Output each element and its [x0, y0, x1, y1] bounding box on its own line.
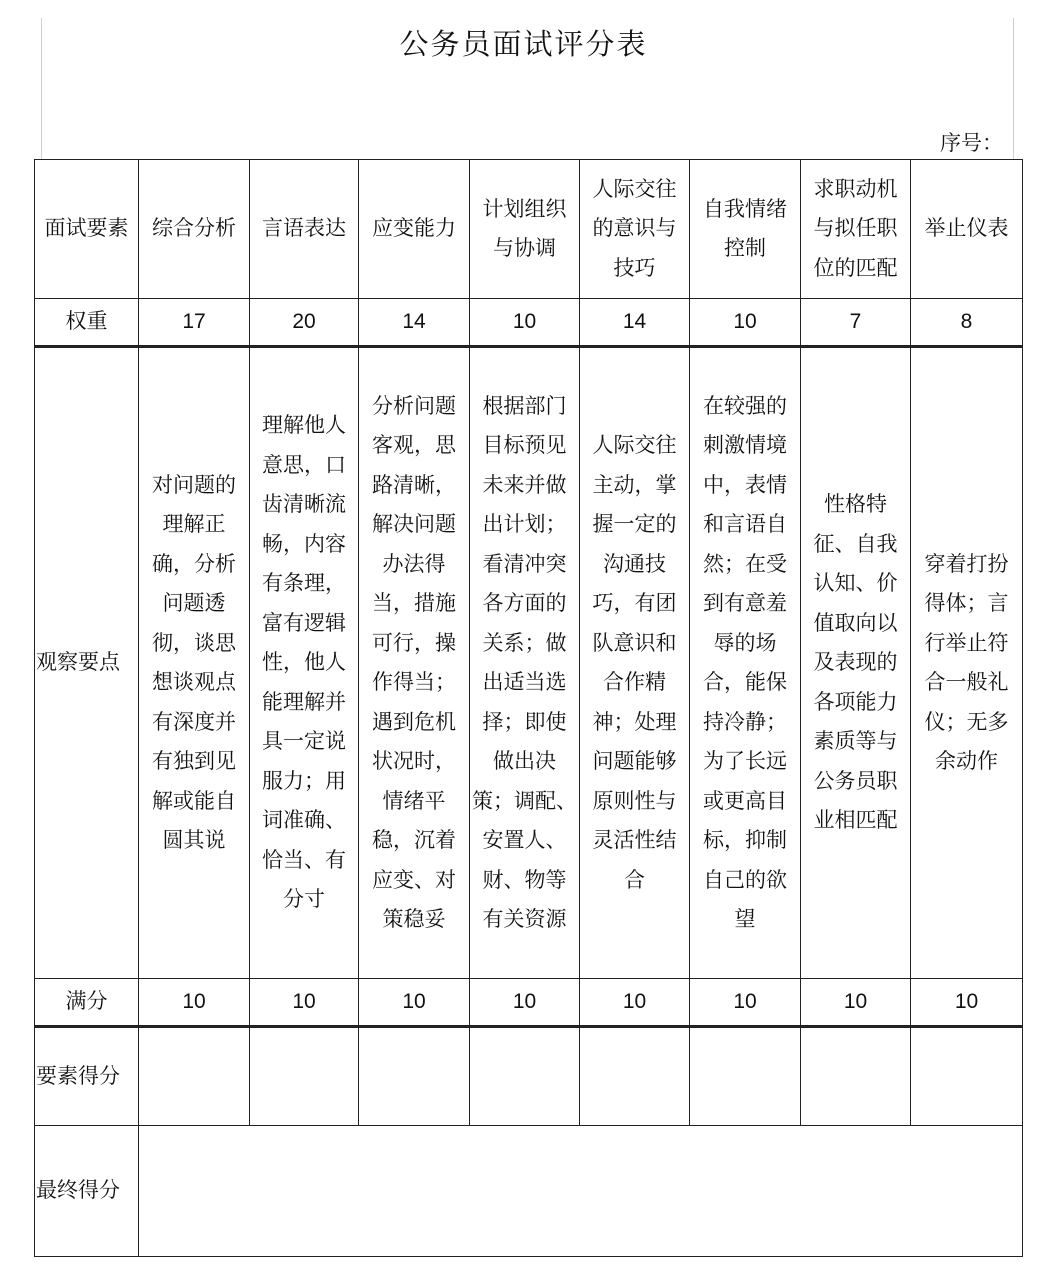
header-cell	[250, 160, 359, 299]
element-score-cell[interactable]	[470, 1027, 580, 1126]
observation-cell	[359, 347, 470, 979]
cell-text-line: 综合分析	[152, 216, 236, 241]
cell-text-line: 遇到危机	[372, 709, 456, 734]
full-score-value: 10	[690, 979, 801, 1027]
cell-text-line: 状况时，	[372, 749, 456, 773]
cell-text-line: 能理解并	[262, 689, 346, 714]
cell-text-line: 彻，谈思	[152, 630, 236, 655]
cell-text-line: 与拟任职	[813, 216, 898, 241]
cell-text-line: 富有逻辑	[262, 610, 346, 635]
score-table	[34, 159, 1023, 1257]
cell-text-line: 圆其说	[162, 828, 226, 852]
element-score-cell[interactable]	[690, 1027, 801, 1126]
cell-text-line: 素质等与	[813, 729, 898, 754]
cell-text-line: 词准确、	[262, 808, 346, 833]
cell-text-line: 看清冲突	[482, 551, 567, 576]
cell-text-line: 行举止符	[924, 630, 1009, 655]
header-cell	[139, 160, 250, 299]
weight-value: 10	[690, 299, 801, 347]
cell-text-line: 分寸	[283, 887, 325, 912]
cell-text-line: 举止仪表	[924, 216, 1009, 241]
cell-text-line: 恰当、有	[262, 847, 346, 872]
cell-text-line: 关系；做	[482, 630, 567, 655]
cell-text-line: 控制	[724, 236, 766, 260]
cell-text-line: 与协调	[493, 236, 556, 260]
cell-text-line: 有深度并	[152, 709, 236, 734]
cell-text-line: 客观，思	[372, 433, 456, 457]
cell-text-line: 及表现的	[813, 650, 898, 675]
element-score-row	[35, 1027, 1023, 1126]
element-score-cell[interactable]	[359, 1027, 470, 1126]
cell-text-line: 解或能自	[152, 788, 236, 813]
header-cell	[690, 160, 801, 299]
element-score-cell[interactable]	[580, 1027, 690, 1126]
cell-text-line: 或更高目	[703, 788, 787, 813]
cell-text-line: 解决问题	[372, 512, 456, 536]
cell-text-line: 然；在受	[703, 551, 787, 576]
element-score-cell[interactable]	[801, 1027, 911, 1126]
cell-text-line: 情绪平	[382, 788, 446, 813]
cell-text-line: 服力；用	[262, 768, 346, 793]
cell-text-line: 征、自我	[813, 531, 898, 556]
cell-text-line: 理解正	[162, 512, 226, 536]
full-score-value: 10	[139, 979, 250, 1027]
cell-text-line: 应变能力	[372, 216, 456, 241]
weight-label: 权重	[35, 299, 139, 347]
cell-text-line: 齿清晰流	[262, 492, 346, 517]
cell-text-line: 计划组织	[482, 196, 567, 221]
cell-text-line: 财、物等	[482, 867, 567, 892]
full-score-label: 满分	[35, 979, 139, 1027]
header-cell	[470, 160, 580, 299]
cell-text-line: 穿着打扮	[924, 551, 1009, 576]
final-score-cell[interactable]	[139, 1126, 1023, 1257]
cell-text-line: 望	[734, 907, 756, 931]
cell-text-line: 各方面的	[482, 591, 567, 615]
cell-text-line: 对问题的	[152, 472, 236, 497]
cell-text-line: 公务员职	[813, 768, 898, 793]
cell-text-line: 自我情绪	[703, 196, 787, 221]
cell-text-line: 得体；言	[924, 591, 1009, 615]
cell-text-line: 有条理，	[262, 571, 346, 596]
cell-text-line: 在较强的	[703, 393, 787, 418]
cell-text-line: 业相匹配	[813, 808, 898, 833]
weight-row	[35, 299, 1023, 347]
cell-text-line: 具一定说	[262, 729, 346, 754]
cell-text-line: 路清晰，	[372, 472, 456, 497]
cell-text-line: 性，他人	[262, 650, 346, 675]
full-score-row	[35, 979, 1023, 1027]
observation-cell	[911, 347, 1023, 979]
cell-text-line: 意思，口	[262, 452, 346, 477]
final-score-row	[35, 1126, 1023, 1257]
element-score-cell[interactable]	[911, 1027, 1023, 1126]
cell-text-line: 主动，掌	[592, 472, 677, 497]
full-score-value: 10	[470, 979, 580, 1027]
cell-text-line: 余动作	[935, 749, 998, 773]
cell-text-line: 当，措施	[372, 591, 456, 615]
cell-text-line: 合	[624, 867, 645, 892]
cell-text-line: 持冷静；	[703, 709, 787, 734]
header-cell	[911, 160, 1023, 299]
cell-text-line: 策；调配、	[472, 788, 577, 813]
cell-text-line: 合一般礼	[924, 670, 1009, 694]
cell-text-line: 灵活性结	[592, 828, 677, 852]
cell-text-line: 认知、价	[813, 571, 898, 596]
cell-text-line: 应变、对	[372, 867, 456, 892]
cell-text-line: 安置人、	[482, 828, 567, 852]
final-score-label: 最终得分	[35, 1126, 139, 1257]
cell-text-line: 目标预见	[482, 433, 567, 457]
cell-text-line: 可行，操	[372, 630, 456, 655]
cell-text-line: 巧，有团	[592, 591, 677, 615]
observation-cell	[690, 347, 801, 979]
header-cell	[359, 160, 470, 299]
weight-value: 7	[801, 299, 911, 347]
cell-text-line: 标，抑制	[703, 828, 787, 852]
full-score-value: 10	[580, 979, 690, 1027]
cell-text-line: 原则性与	[592, 788, 677, 813]
cell-text-line: 技巧	[613, 255, 656, 280]
cell-text-line: 出适当选	[482, 670, 567, 694]
element-score-cell[interactable]	[139, 1027, 250, 1126]
observation-cell	[139, 347, 250, 979]
cell-text-line: 确，分析	[152, 551, 236, 576]
cell-text-line: 有关资源	[482, 907, 567, 931]
weight-value: 14	[359, 299, 470, 347]
weight-value: 17	[139, 299, 250, 347]
serial-number-label: 序号：	[940, 131, 1003, 155]
weight-value: 8	[911, 299, 1023, 347]
cell-text-line: 值取向以	[813, 610, 898, 635]
cell-text-line: 的意识与	[592, 216, 677, 241]
observation-cell	[801, 347, 911, 979]
cell-text-line: 队意识和	[592, 630, 677, 655]
cell-text-line: 握一定的	[592, 512, 677, 536]
observation-cell	[250, 347, 359, 979]
full-score-value: 10	[250, 979, 359, 1027]
header-cell	[580, 160, 690, 299]
cell-text-line: 自己的欲	[703, 867, 787, 892]
cell-text-line: 稳，沉着	[372, 828, 456, 852]
full-score-value: 10	[911, 979, 1023, 1027]
header-row-label: 面试要素	[35, 160, 139, 299]
weight-value: 14	[580, 299, 690, 347]
cell-text-line: 仪；无多	[924, 709, 1009, 734]
cell-text-line: 出计划；	[482, 512, 567, 536]
cell-text-line: 位的匹配	[813, 255, 898, 280]
weight-value: 10	[470, 299, 580, 347]
cell-text-line: 性格特	[824, 492, 887, 517]
cell-text-line: 畅，内容	[262, 531, 346, 556]
cell-text-line: 刺激情境	[703, 433, 787, 457]
element-score-label: 要素得分	[35, 1027, 139, 1126]
cell-text-line: 择；即使	[482, 709, 567, 734]
cell-text-line: 中，表情	[703, 472, 787, 497]
cell-text-line: 神；处理	[592, 709, 677, 734]
observation-row	[35, 347, 1023, 979]
cell-text-line: 合作精	[603, 670, 666, 694]
cell-text-line: 求职动机	[813, 176, 898, 201]
cell-text-line: 合，能保	[703, 670, 787, 694]
cell-text-line: 作得当；	[372, 670, 456, 694]
cell-text-line: 分析问题	[372, 393, 456, 418]
cell-text-line: 办法得	[382, 551, 446, 576]
cell-text-line: 做出决	[493, 749, 556, 773]
cell-text-line: 问题透	[162, 591, 226, 615]
form-title: 公务员面试评分表	[399, 27, 648, 61]
cell-text-line: 想谈观点	[152, 670, 236, 694]
cell-text-line: 策稳妥	[382, 907, 446, 931]
cell-text-line: 有独到见	[152, 749, 236, 773]
cell-text-line: 问题能够	[592, 749, 677, 773]
cell-text-line: 和言语自	[703, 512, 787, 536]
cell-text-line: 理解他人	[262, 413, 346, 438]
cell-text-line: 未来并做	[482, 472, 567, 497]
cell-text-line: 人际交往	[592, 433, 677, 457]
header-row	[35, 160, 1023, 299]
weight-value: 20	[250, 299, 359, 347]
cell-text-line: 沟通技	[603, 551, 666, 576]
header-cell	[801, 160, 911, 299]
full-score-value: 10	[801, 979, 911, 1027]
observation-cell	[580, 347, 690, 979]
cell-text-line: 各项能力	[813, 689, 898, 714]
observation-label: 观察要点	[35, 347, 139, 979]
full-score-value: 10	[359, 979, 470, 1027]
cell-text-line: 根据部门	[482, 393, 567, 418]
cell-text-line: 为了长远	[703, 749, 787, 773]
observation-cell	[470, 347, 580, 979]
element-score-cell[interactable]	[250, 1027, 359, 1126]
cell-text-line: 到有意羞	[703, 591, 787, 615]
cell-text-line: 言语表达	[262, 216, 346, 241]
cell-text-line: 辱的场	[713, 630, 777, 655]
cell-text-line: 人际交往	[592, 176, 677, 201]
